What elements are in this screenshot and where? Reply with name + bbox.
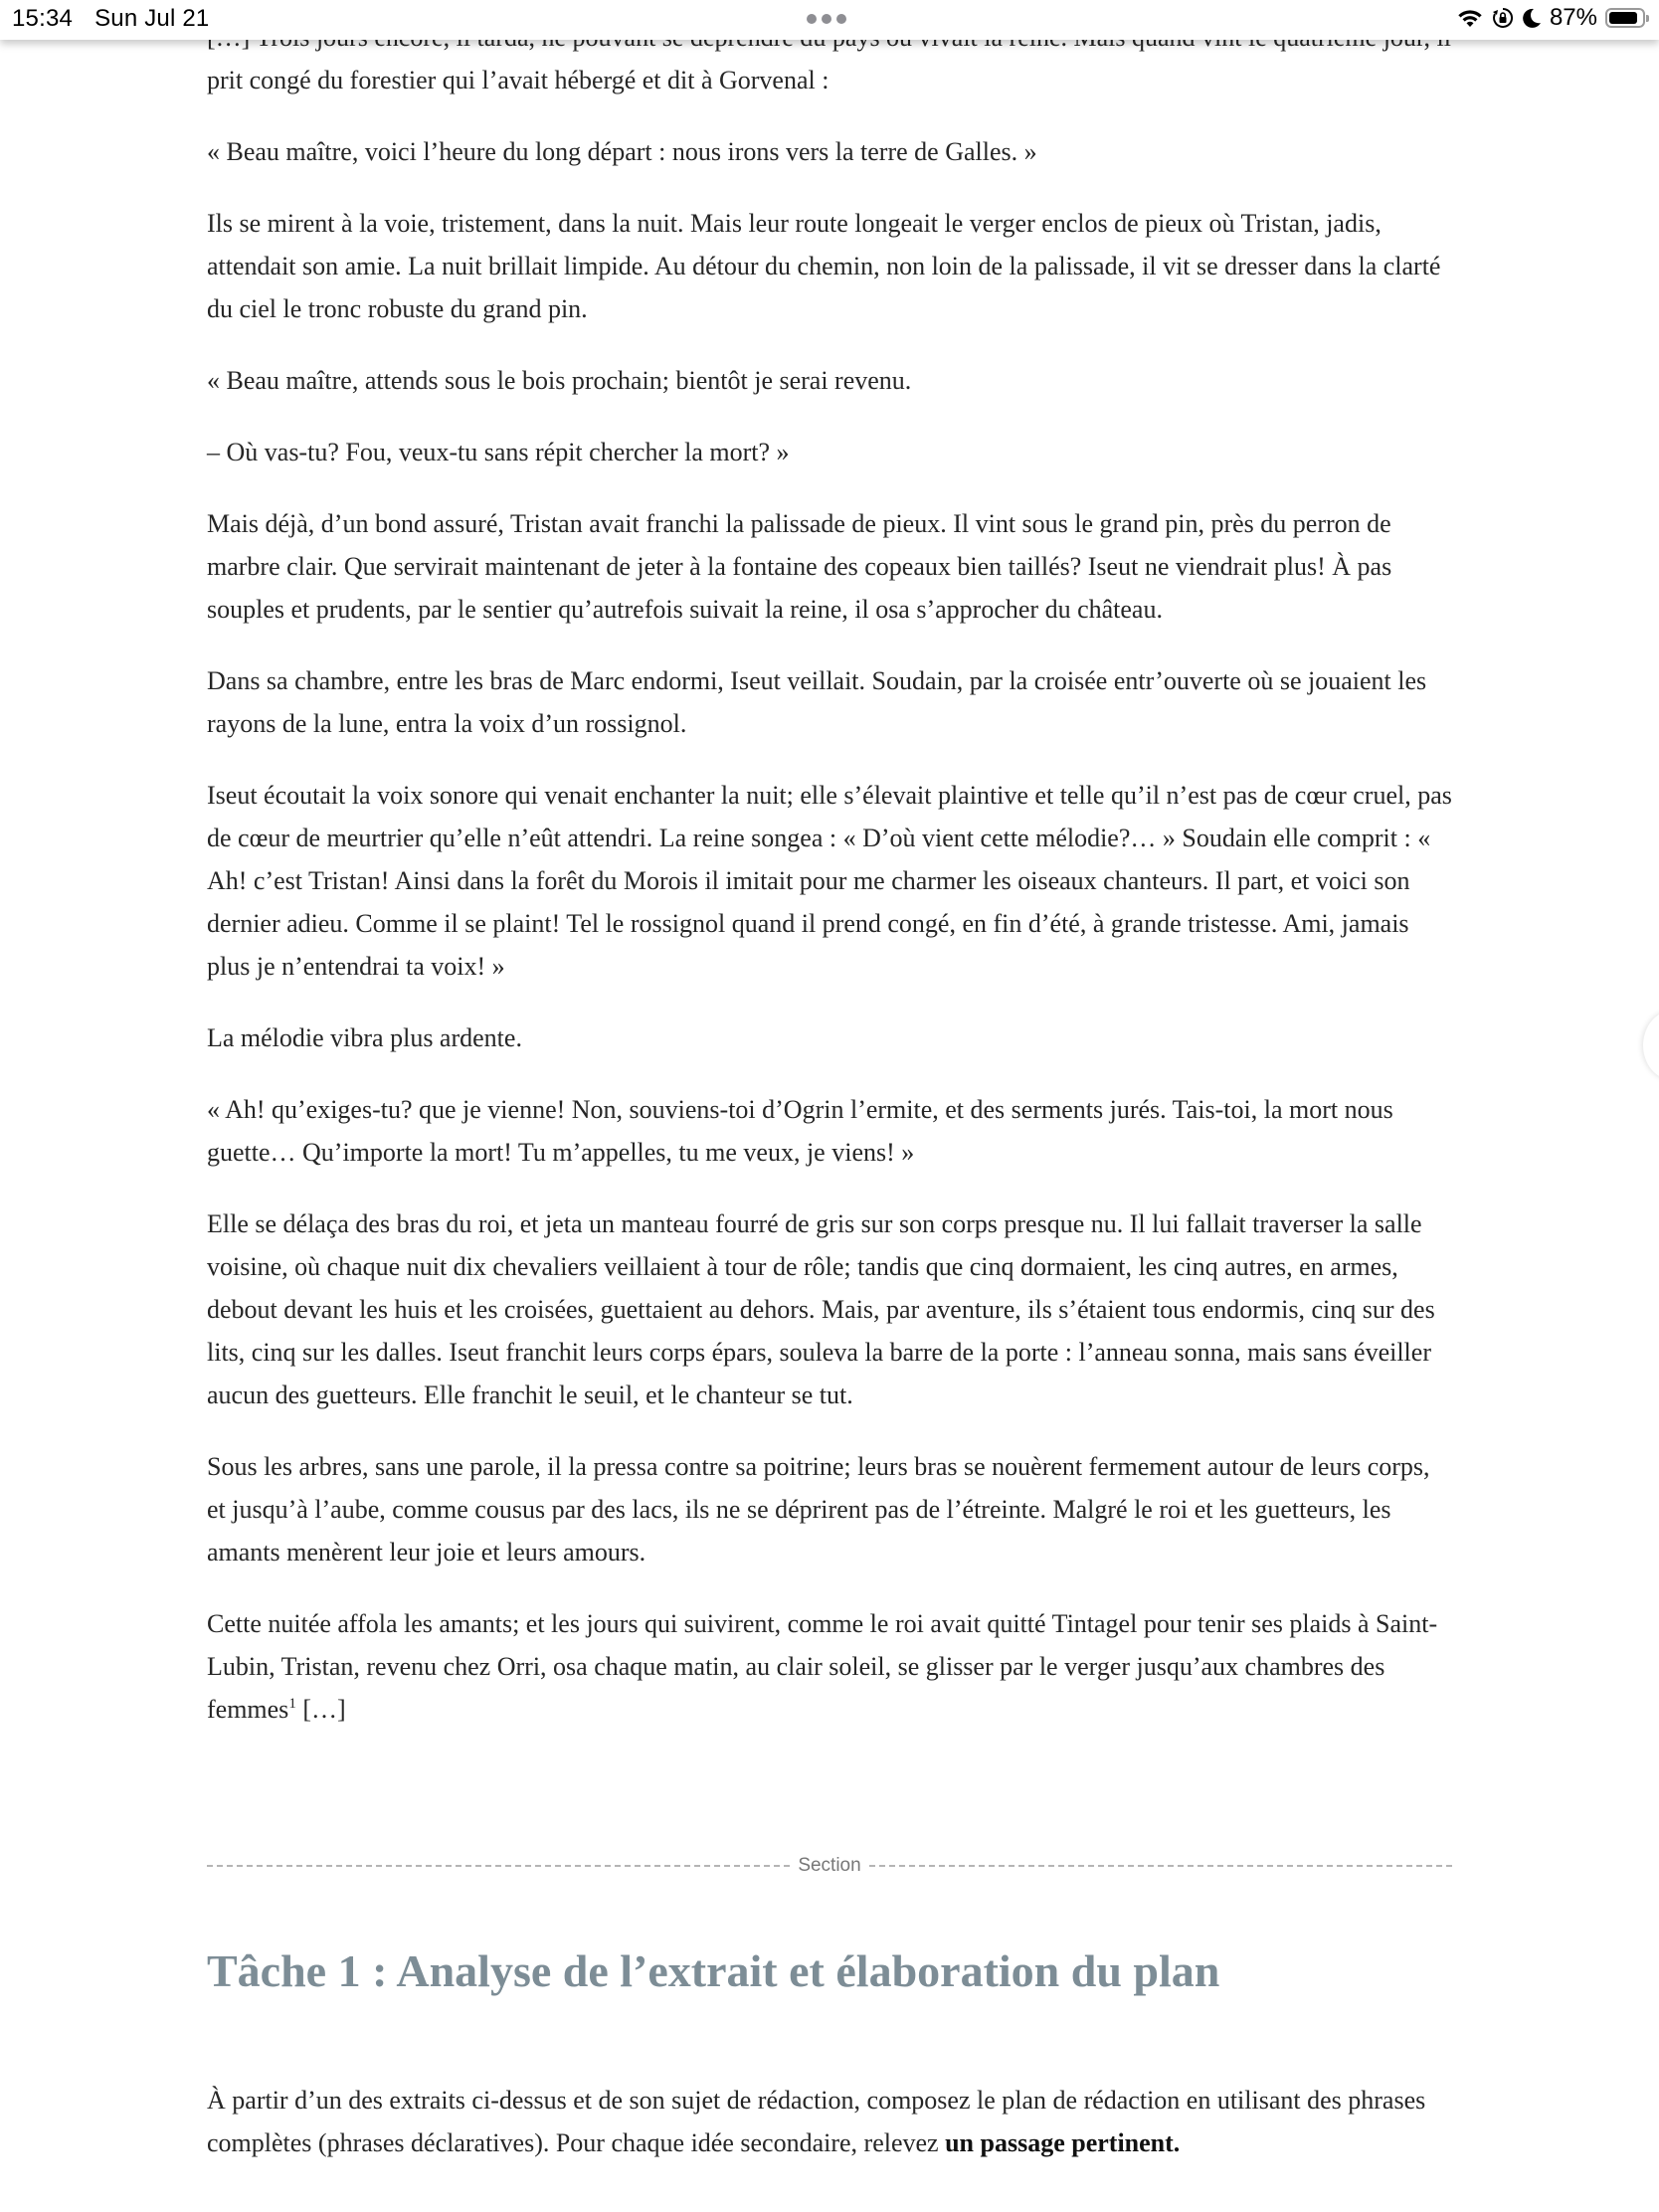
- section-label: Section: [798, 1855, 861, 1876]
- paragraph: Elle se délaça des bras du roi, et jeta un manteau fourré de gris sur son corps presque nu. Il lui fallait traverser la salle voisine, où chaque nuit dix chevaliers veillaient à tour de rôle; tandis que cinq dormaient, les cinq autres, en armes, debout devant les huis et les croisées, guettaient au dehors. Mais, par aventure, ils s’étaient tous endormis, cinq sur des lits, cinq sur les dalles. Iseut franchit leurs corps épars, souleva la barre de la porte : l’anneau sonna, mais sans éveiller aucun des guetteurs. Elle franchit le seuil, et le chanteur se tut.: [207, 1209, 1435, 1409]
- wifi-icon: [1456, 7, 1484, 29]
- task-instruction-bold: un passage pertinent.: [945, 2128, 1181, 2157]
- battery-level-fill: [1609, 12, 1637, 24]
- status-time: 15:34: [12, 5, 74, 32]
- battery-icon: [1605, 8, 1645, 28]
- task-instruction: [207, 2079, 1452, 2164]
- paragraph: « Beau maître, voici l’heure du long départ : nous irons vers la terre de Galles. »: [207, 137, 1037, 166]
- paragraph: prit congé du forestier qui l’avait hébergé et dit à Gorvenal :: [207, 66, 830, 94]
- battery-percent: 87%: [1549, 4, 1597, 31]
- divider-line-right: [869, 1865, 1452, 1867]
- ellipsis: […]: [295, 1695, 346, 1724]
- paragraph: Ils se mirent à la voie, tristement, dans la nuit. Mais leur route longeait le verger enclos de pieux où Tristan, jadis, attendait son amie. La nuit brillait limpide. Au détour du chemin, non loin de la palissade, il vit se dresser dans la clarté du ciel le tronc robuste du grand pin.: [207, 209, 1441, 323]
- section-divider: [207, 1856, 1452, 1876]
- paragraph: Sous les arbres, sans une parole, il la pressa contre sa poitrine; leurs bras se nouèrent fermement autour de leurs corps, et jusqu’à l’aube, comme cousus par des lacs, ils ne se déprirent pas de l’étreinte. Malgré le roi et les guetteurs, les amants menèrent leur joie et leurs amours.: [207, 1452, 1430, 1567]
- paragraph-last-text: Cette nuitée affola les amants; et les jours qui suivirent, comme le roi avait quitté Tintagel pour tenir ses plaids à Saint-Lubin, Tristan, revenu chez Orri, osa chaque matin, au clair soleil, se glisser par le verger jusqu’aux chambres des femmes: [207, 1609, 1438, 1724]
- paragraph: – Où vas-tu? Fou, veux-tu sans répit chercher la mort? »: [207, 438, 790, 466]
- status-date: Sun Jul 21: [94, 5, 210, 32]
- multitasking-dots-icon[interactable]: [807, 14, 846, 24]
- paragraph-last: [207, 1602, 1452, 1731]
- paragraph: Dans sa chambre, entre les bras de Marc endormi, Iseut veillait. Soudain, par la croisée entr’ouverte où se jouaient les rayons de la lune, entra la voix d’un rossignol.: [207, 666, 1427, 738]
- footnote-marker[interactable]: 1: [288, 1696, 296, 1712]
- do-not-disturb-moon-icon: [1522, 7, 1542, 29]
- dot: [807, 14, 817, 24]
- paragraph: Iseut écoutait la voix sonore qui venait enchanter la nuit; elle s’élevait plaintive et telle qu’il n’est pas de cœur cruel, pas de cœur de meurtrier qu’elle n’eût attendri. La reine songea : « D’où vient cette mélodie?… » Soudain elle comprit : « Ah! c’est Tristan! Ainsi dans la forêt du Morois il imitait pour me charmer les oiseaux chanteurs. Il part, et voici son dernier adieu. Comme il se plaint! Tel le rossignol quand il prend congé, en fin d’été, à grande tristesse. Ami, jamais plus je n’entendrai ta voix! »: [207, 781, 1452, 981]
- paragraph: « Ah! qu’exiges-tu? que je vienne! Non, souviens-toi d’Ogrin l’ermite, et des serments jurés. Tais-toi, la mort nous guette… Qu’importe la mort! Tu m’appelles, tu me veux, je viens! »: [207, 1095, 1393, 1167]
- status-time-date: [12, 5, 231, 33]
- status-bar: [0, 0, 1659, 40]
- divider-line-left: [207, 1865, 790, 1867]
- status-indicators: [1456, 4, 1645, 32]
- dot: [836, 14, 846, 24]
- task-instruction-text: À partir d’un des extraits ci-dessus et de son sujet de rédaction, composez le plan de rédaction en utilisant des phrases complètes (phrases déclaratives). Pour chaque idée secondaire, relevez: [207, 2086, 1426, 2157]
- dot: [822, 14, 831, 24]
- task-heading: Tâche 1 : Analyse de l’extrait et élaboration du plan: [207, 1945, 1220, 1996]
- paragraph: Mais déjà, d’un bond assuré, Tristan avait franchi la palissade de pieux. Il vint sous le grand pin, près du perron de marbre clair. Que servirait maintenant de jeter à la fontaine des copeaux bien taillés? Iseut ne viendrait plus! À pas souples et prudents, par le sentier qu’autrefois suivait la reine, il osa s’approcher du château.: [207, 509, 1392, 624]
- paragraph: « Beau maître, attends sous le bois prochain; bientôt je serai revenu.: [207, 366, 912, 395]
- passage-text: [207, 16, 1452, 1759]
- orientation-lock-icon: [1492, 7, 1514, 29]
- side-floating-handle[interactable]: [1643, 1011, 1659, 1080]
- paragraph: La mélodie vibra plus ardente.: [207, 1023, 522, 1052]
